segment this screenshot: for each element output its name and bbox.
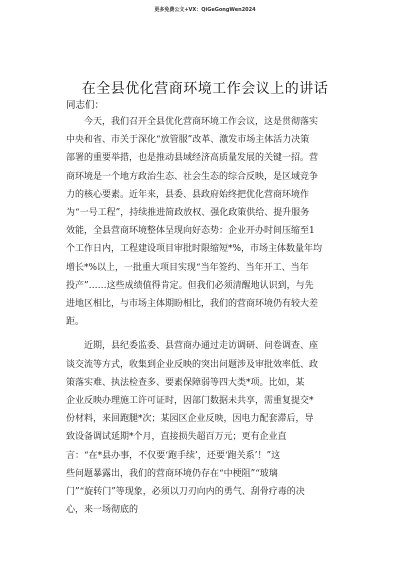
text-line: 门”“旋转门”等现象，必须以刀刃向内的勇气、刮骨疗毒的决 <box>66 487 305 498</box>
text-line: 谈交流等方式，收集到企业反映的突出问题涉及审批效率低、政 <box>66 359 319 370</box>
top-promo-note: 更多免费公文+VX：QiGeGongWen2024 <box>154 7 256 13</box>
text-line: 力的核心要素。近年来，县委、县政府始终把优化营商环境作 <box>66 189 310 200</box>
text-line: 份材料，来回跑腿*次；某园区企业反映，因电力配套滞后，导 <box>66 414 314 425</box>
text-line: 今天，我们召开全县优化营商环境工作会议，这是贯彻落实 <box>66 117 319 127</box>
text-line: 效能，全县营商环境整体呈现向好态势：企业开办时间压缩至1 <box>66 226 315 237</box>
text-line: 增长*%以上，一批重大项目实现“当年签约、当年开工、当年 <box>66 262 309 273</box>
text-line: 心，来一场彻底的 <box>66 505 139 516</box>
text-line: 致设备调试延期*个月，直接损失超百万元；更有企业直 <box>66 432 287 443</box>
text-line: 商环境是一个地方政治生态、社会生态的综合反映，是区域竞争 <box>66 171 319 182</box>
paragraph-1 <box>66 113 346 331</box>
text-line: 投产”……这些成绩值得肯定。但我们必须清醒地认识到，与先 <box>66 280 314 291</box>
paragraph-2 <box>66 337 346 519</box>
text-line: 距。 <box>66 317 85 328</box>
text-line: 些问题暴露出，我们的营商环境仍存在“中梗阻”“玻璃 <box>66 468 278 479</box>
document-body <box>66 113 346 519</box>
text-line: 策落实难、执法检查多、要素保障弱等四大类*项。比如，某 <box>66 377 305 388</box>
text-line: 言：“在*县办事，不仅要‘跑手续’，还要‘跑关系’！”这 <box>66 450 281 461</box>
text-line: 部署的重要举措，也是推动县域经济高质量发展的关键一招。营 <box>66 153 319 164</box>
text-line: 为“一号工程”，持续推进简政放权、强化政策供给、提升服务 <box>66 208 310 219</box>
text-line: 进地区相比，与市场主体期盼相比，我们的营商环境仍有较大差 <box>66 299 319 310</box>
text-line: 中央和省、市关于深化“放管服”改革、激发市场主体活力决策 <box>66 135 310 146</box>
document-title: 在全县优化营商环境工作会议上的讲话 <box>81 81 329 97</box>
text-line: 个工作日内，工程建设项目审批时限缩短*%，市场主体数量年均 <box>66 244 323 255</box>
text-line: 企业反映办理施工许可证时，因部门数据未共享，需重复提交* <box>66 396 314 407</box>
salutation: 同志们： <box>66 100 105 111</box>
text-line: 近期，县纪委监委、县营商办通过走访调研、问卷调查、座 <box>66 341 319 352</box>
